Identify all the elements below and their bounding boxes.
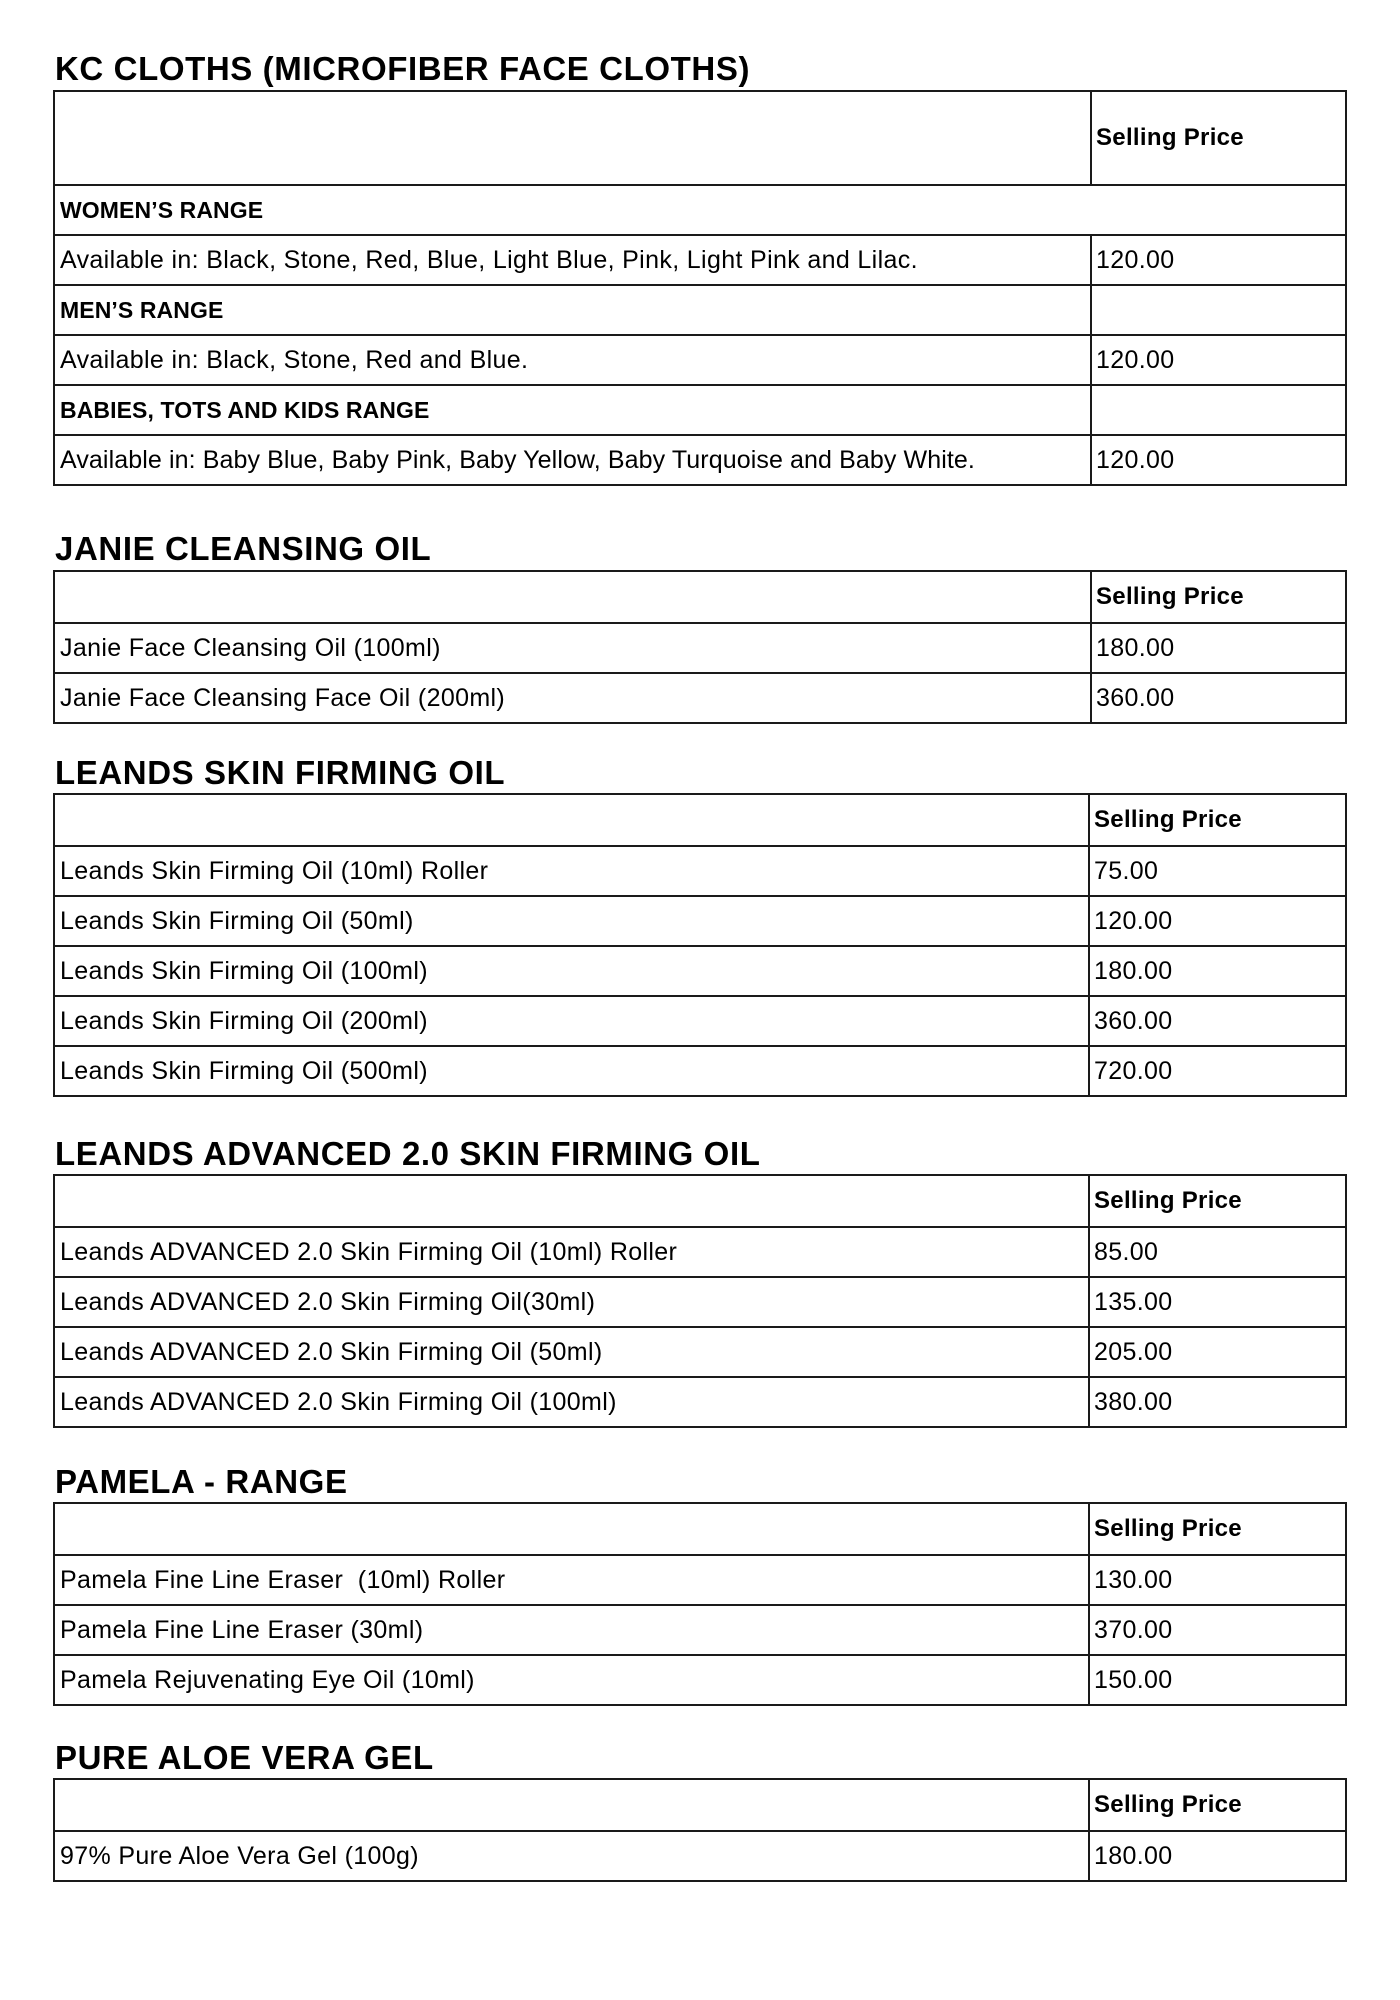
table-row: [54, 1046, 1346, 1096]
product-price: 120.00: [1091, 235, 1346, 285]
price-header: Selling Price: [1089, 794, 1346, 846]
product-name: Janie Face Cleansing Oil (100ml): [54, 623, 1091, 673]
table-header-row: [54, 571, 1346, 623]
price-header: Selling Price: [1091, 571, 1346, 623]
price-header: Selling Price: [1089, 1175, 1346, 1227]
price-table: [53, 570, 1347, 724]
table-row: [54, 1327, 1346, 1377]
price-table: [53, 1174, 1347, 1428]
product-price: 360.00: [1091, 673, 1346, 723]
empty-price-cell: [1091, 385, 1346, 435]
product-header-cell: [54, 1175, 1089, 1227]
product-price: 180.00: [1091, 623, 1346, 673]
product-price: 120.00: [1091, 435, 1346, 485]
range-row: [54, 185, 1346, 235]
price-header: Selling Price: [1089, 1779, 1346, 1831]
product-price: 180.00: [1089, 946, 1346, 996]
product-header-cell: [54, 1779, 1089, 1831]
table-row: [54, 846, 1346, 896]
table-row: [54, 1605, 1346, 1655]
product-price: 180.00: [1089, 1831, 1346, 1881]
product-header-cell: [54, 571, 1091, 623]
product-name: Leands Skin Firming Oil (100ml): [54, 946, 1089, 996]
product-name: 97% Pure Aloe Vera Gel (100g): [54, 1831, 1089, 1881]
section-title: LEANDS ADVANCED 2.0 SKIN FIRMING OIL: [55, 1135, 761, 1172]
empty-price-cell: [1091, 285, 1346, 335]
product-name: Leands Skin Firming Oil (200ml): [54, 996, 1089, 1046]
product-name: Leands ADVANCED 2.0 Skin Firming Oil (10ml) Roller: [54, 1227, 1089, 1277]
range-row: [54, 285, 1346, 335]
table-row: [54, 623, 1346, 673]
table-header-row: [54, 1503, 1346, 1555]
product-name: Leands ADVANCED 2.0 Skin Firming Oil (100ml): [54, 1377, 1089, 1427]
price-table: [53, 90, 1347, 486]
table-row: [54, 946, 1346, 996]
product-price: 720.00: [1089, 1046, 1346, 1096]
table-header-row: [54, 794, 1346, 846]
section-title: LEANDS SKIN FIRMING OIL: [55, 754, 506, 791]
price-header: Selling Price: [1091, 91, 1346, 185]
product-price: 360.00: [1089, 996, 1346, 1046]
product-header-cell: [54, 1503, 1089, 1555]
table-header-row: [54, 1779, 1346, 1831]
range-row: [54, 385, 1346, 435]
price-table: [53, 1502, 1347, 1706]
table-header-row: [54, 91, 1346, 185]
range-label: MEN’S RANGE: [54, 285, 1091, 335]
section-title: PURE ALOE VERA GEL: [55, 1739, 434, 1776]
table-row: [54, 996, 1346, 1046]
table-row: [54, 1831, 1346, 1881]
product-description: Available in: Black, Stone, Red, Blue, Light Blue, Pink, Light Pink and Lilac.: [54, 235, 1091, 285]
product-price: 370.00: [1089, 1605, 1346, 1655]
price-table: [53, 793, 1347, 1097]
product-name: Leands ADVANCED 2.0 Skin Firming Oil (50ml): [54, 1327, 1089, 1377]
range-label: WOMEN’S RANGE: [54, 185, 1346, 235]
table-row: [54, 1277, 1346, 1327]
product-price: 205.00: [1089, 1327, 1346, 1377]
product-header-cell: [54, 91, 1091, 185]
section-title: JANIE CLEANSING OIL: [55, 530, 432, 567]
range-label: BABIES, TOTS AND KIDS RANGE: [54, 385, 1091, 435]
table-row: [54, 896, 1346, 946]
table-row: [54, 1655, 1346, 1705]
product-price: 75.00: [1089, 846, 1346, 896]
table-row: [54, 235, 1346, 285]
table-row: [54, 1377, 1346, 1427]
price-header: Selling Price: [1089, 1503, 1346, 1555]
section-title: PAMELA - RANGE: [55, 1463, 348, 1500]
product-price: 380.00: [1089, 1377, 1346, 1427]
product-description: Available in: Black, Stone, Red and Blue.: [54, 335, 1091, 385]
table-row: [54, 335, 1346, 385]
product-name: Janie Face Cleansing Face Oil (200ml): [54, 673, 1091, 723]
product-price: 130.00: [1089, 1555, 1346, 1605]
product-price: 120.00: [1091, 335, 1346, 385]
product-price: 85.00: [1089, 1227, 1346, 1277]
product-name: Leands Skin Firming Oil (50ml): [54, 896, 1089, 946]
product-price: 150.00: [1089, 1655, 1346, 1705]
table-header-row: [54, 1175, 1346, 1227]
table-row: [54, 1227, 1346, 1277]
section-title: KC CLOTHS (MICROFIBER FACE CLOTHS): [55, 50, 751, 87]
product-header-cell: [54, 794, 1089, 846]
table-row: [54, 435, 1346, 485]
product-name: Pamela Rejuvenating Eye Oil (10ml): [54, 1655, 1089, 1705]
product-description: Available in: Baby Blue, Baby Pink, Baby Yellow, Baby Turquoise and Baby White.: [54, 435, 1091, 485]
product-price: 120.00: [1089, 896, 1346, 946]
table-row: [54, 1555, 1346, 1605]
product-name: Pamela Fine Line Eraser (30ml): [54, 1605, 1089, 1655]
product-name: Leands ADVANCED 2.0 Skin Firming Oil(30ml): [54, 1277, 1089, 1327]
product-name: Leands Skin Firming Oil (500ml): [54, 1046, 1089, 1096]
price-table: [53, 1778, 1347, 1882]
product-price: 135.00: [1089, 1277, 1346, 1327]
product-name: Leands Skin Firming Oil (10ml) Roller: [54, 846, 1089, 896]
table-row: [54, 673, 1346, 723]
product-name: Pamela Fine Line Eraser (10ml) Roller: [54, 1555, 1089, 1605]
